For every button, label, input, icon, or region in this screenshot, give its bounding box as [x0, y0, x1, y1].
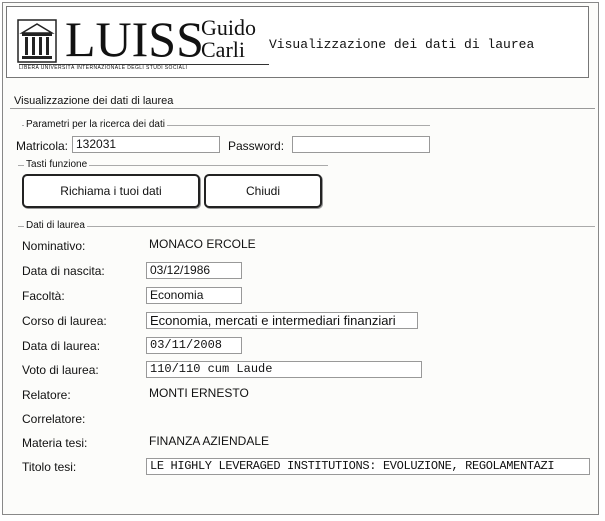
matricola-input[interactable]: 132031 [72, 136, 220, 153]
logo-carli: Carli [201, 37, 245, 62]
search-group-legend: Parametri per la ricerca dei dati [26, 119, 165, 130]
degree-row-label: Materia tesi: [22, 436, 88, 450]
matricola-label: Matricola: [16, 139, 69, 153]
degree-group-border [18, 226, 595, 227]
header-title: Visualizzazione dei dati di laurea [269, 37, 535, 52]
logo-wordmark: LUISS [65, 11, 204, 67]
degree-course-value: Economia, mercati e intermediari finanziari [146, 312, 418, 329]
degree-row-label: Titolo tesi: [22, 460, 77, 474]
co-supervisor-value [146, 410, 449, 427]
password-label: Password: [228, 139, 285, 153]
degree-row-label: Voto di laurea: [22, 363, 99, 377]
degree-row-label: Corso di laurea: [22, 314, 107, 328]
page-title: Visualizzazione dei dati di laurea [14, 95, 174, 107]
temple-logo-icon [17, 19, 57, 63]
functions-group-legend: Tasti funzione [26, 159, 88, 170]
supervisor-value: MONTI ERNESTO [149, 386, 249, 400]
degree-row-label: Relatore: [22, 388, 71, 402]
degree-row-label: Data di nascita: [22, 264, 105, 278]
degree-row-label: Facoltà: [22, 289, 65, 303]
close-button[interactable]: Chiudi [204, 174, 322, 208]
header-banner [6, 6, 589, 78]
graduation-date-value: 03/11/2008 [146, 337, 242, 354]
grade-value: 110/110 cum Laude [146, 361, 422, 378]
faculty-value: Economia [146, 287, 242, 304]
logo-guido: Guido [201, 15, 256, 40]
logo-tagline [19, 64, 269, 73]
thesis-title-value: LE HIGHLY LEVERAGED INSTITUTIONS: EVOLUZIONE, REGOLAMENTAZI [146, 458, 590, 475]
password-input[interactable] [292, 136, 430, 153]
logo-tagline-text: LIBERA UNIVERSITÀ INTERNAZIONALE DEGLI STUDI SOCIALI [19, 65, 188, 71]
birth-date-value: 03/12/1986 [146, 262, 242, 279]
thesis-subject-value: FINANZA AZIENDALE [149, 434, 270, 448]
nominativo-value: MONACO ERCOLE [149, 237, 256, 251]
degree-group-legend: Dati di laurea [26, 220, 85, 231]
retrieve-data-button[interactable]: Richiama i tuoi dati [22, 174, 200, 208]
degree-row-label: Nominativo: [22, 239, 86, 253]
degree-row-label: Correlatore: [22, 412, 86, 426]
degree-row-label: Data di laurea: [22, 339, 101, 353]
